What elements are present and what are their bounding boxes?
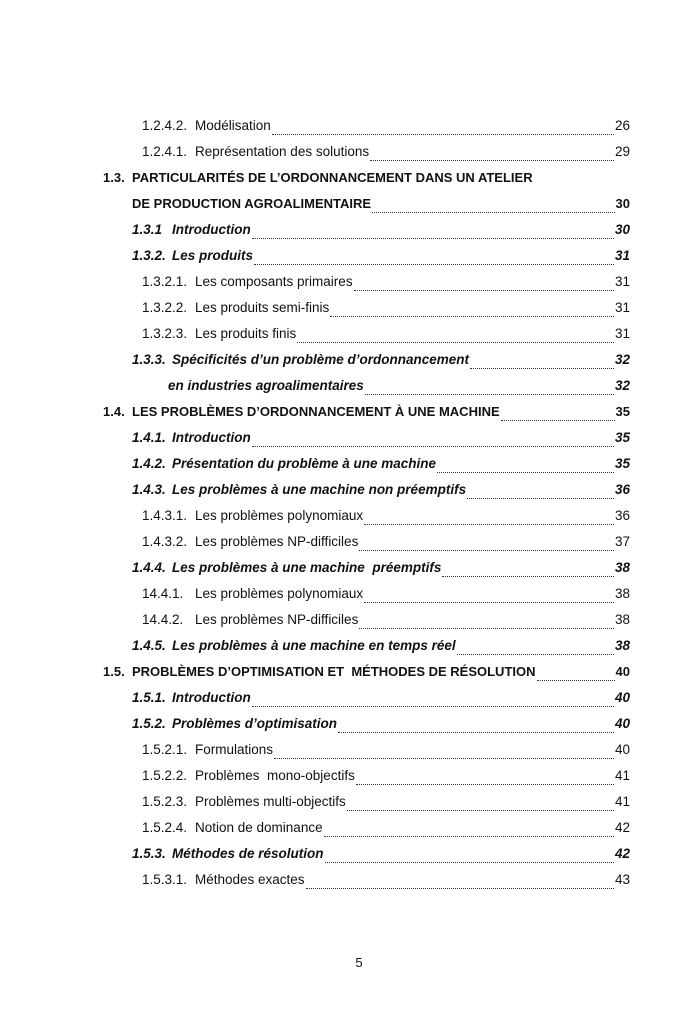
dot-leader [372,203,614,213]
toc-subsection-title: Présentation du problème à une machine [172,456,437,471]
toc-entry-number: 1.3.2.1. [142,274,188,289]
dot-leader [297,333,614,343]
toc-entry-page: 40 [615,664,630,679]
toc-entry-page: 36 [614,508,630,523]
toc-entry-number: 1.5.2.3. [142,794,188,809]
toc-subsection-number: 1.3.3. [132,352,166,367]
toc-section[interactable] [103,170,630,192]
toc-section-title: DE PRODUCTION AGROALIMENTAIRE [132,196,372,211]
toc-section[interactable] [103,664,630,686]
toc-subsection-title: Les produits [172,248,254,263]
toc-entry-number: 1.5.3.1. [142,872,188,887]
toc-subsection-continued[interactable] [168,378,630,400]
toc-subsection-number: 1.5.3. [132,846,166,861]
dot-leader [338,723,614,733]
toc-section-continued[interactable] [132,196,630,218]
dot-leader [457,645,614,655]
toc-subsection[interactable] [132,560,630,582]
toc-entry-page: 32 [614,352,630,367]
toc-entry-title: Représentation des solutions [195,144,370,159]
toc-entry-number: 14.4.2. [142,612,184,627]
toc-entry-title: Les problèmes NP-difficiles [195,534,359,549]
toc-subsection-number: 1.4.2. [132,456,166,471]
toc-subsection[interactable] [132,846,630,868]
toc-entry[interactable] [142,742,630,764]
toc-entry-page: 43 [614,872,630,887]
toc-subsection-title: Introduction [172,430,251,445]
toc-entry-title: Les problèmes polynomiaux [195,586,364,601]
toc-subsection-title: Les problèmes à une machine en temps réel [172,638,456,653]
toc-subsection-number: 1.4.5. [132,638,166,653]
dot-leader [356,775,614,785]
dot-leader [467,489,614,499]
toc-subsection[interactable] [132,482,630,504]
toc-subsection[interactable] [132,690,630,712]
toc-subsection-number: 1.4.1. [132,430,166,445]
toc-entry-title: Problèmes multi-objectifs [195,794,346,809]
toc-entry-title: Les produits semi-finis [195,300,330,315]
toc-entry-page: 35 [615,404,630,419]
toc-entry-page: 40 [614,716,630,731]
toc-entry-page: 36 [614,482,630,497]
toc-entry-page: 38 [614,612,630,627]
toc-subsection-title: Les problèmes à une machine non préemptifs [172,482,467,497]
toc-subsection-title: Méthodes de résolution [172,846,324,861]
toc-entry-page: 29 [614,144,630,159]
toc-entry[interactable] [142,118,630,140]
dot-leader [501,411,615,421]
toc-entry-page: 31 [614,326,630,341]
toc-section-number: 1.5. [103,664,125,679]
dot-leader [324,827,614,837]
toc-subsection-number: 1.5.2. [132,716,166,731]
toc-entry-page: 32 [614,378,630,393]
dot-leader [359,541,614,551]
toc-subsection[interactable] [132,248,630,270]
toc-entry-page: 41 [614,768,630,783]
dot-leader [364,593,614,603]
page-number: 5 [355,955,363,970]
toc-entry-title: Les composants primaires [195,274,353,289]
toc-entry-number: 1.4.3.1. [142,508,188,523]
dot-leader [330,307,614,317]
toc-entry-number: 1.5.2.4. [142,820,188,835]
toc-section-title: LES PROBLÈMES D’ORDONNANCEMENT À UNE MACHINE [132,404,500,419]
toc-section-number: 1.4. [103,404,125,419]
toc-entry[interactable] [142,586,630,608]
dot-leader [364,515,614,525]
toc-subsection[interactable] [132,716,630,738]
toc-entry-number: 1.5.2.1. [142,742,188,757]
toc-entry[interactable] [142,872,630,894]
dot-leader [437,463,614,473]
toc-entry-title: Formulations [195,742,274,757]
toc-entry-title: Les problèmes NP-difficiles [195,612,359,627]
toc-entry-title: Méthodes exactes [195,872,305,887]
toc-subsection-title: Introduction [172,222,251,237]
toc-entry-page: 30 [615,196,630,211]
toc-entry[interactable] [142,534,630,556]
toc-subsection-number: 1.3.1 [132,222,163,237]
toc-entry-title: Notion de dominance [195,820,323,835]
toc-entry-page: 31 [614,274,630,289]
toc-entry[interactable] [142,274,630,296]
toc-entry-page: 41 [614,794,630,809]
toc-entry-page: 38 [614,638,630,653]
toc-subsection-number: 1.4.3. [132,482,166,497]
toc-entry-page: 38 [614,560,630,575]
toc-entry-page: 30 [614,222,630,237]
dot-leader [365,385,614,395]
toc-entry-page: 40 [614,690,630,705]
toc-entry[interactable] [142,612,630,634]
toc-entry-title: Les problèmes polynomiaux [195,508,364,523]
dot-leader [442,567,614,577]
toc-entry-page: 35 [614,456,630,471]
dot-leader [252,229,614,239]
toc-subsection-number: 1.4.4. [132,560,166,575]
toc-entry-number: 1.4.3.2. [142,534,188,549]
toc-entry-number: 1.5.2.2. [142,768,188,783]
toc-entry-number: 1.3.2.2. [142,300,188,315]
toc-subsection[interactable] [132,456,630,478]
dot-leader [274,749,614,759]
toc-entry-page: 31 [614,248,630,263]
toc-subsection-title: Problèmes d’optimisation [172,716,338,731]
toc-subsection-title: Introduction [172,690,251,705]
toc-entry-page: 42 [614,820,630,835]
dot-leader [254,255,614,265]
toc-entry-number: 1.2.4.2. [142,118,188,133]
toc-entry-number: 1.2.4.1. [142,144,188,159]
toc-subsection-title: en industries agroalimentaires [168,378,364,393]
toc-entry-page: 38 [614,586,630,601]
toc-entry[interactable] [142,768,630,790]
toc-entry-number: 14.4.1. [142,586,184,601]
dot-leader [470,359,614,369]
dot-leader [354,281,614,291]
dot-leader [252,697,614,707]
dot-leader [347,801,614,811]
toc-entry[interactable] [142,144,630,166]
toc-entry-page: 26 [614,118,630,133]
toc-subsection-number: 1.5.1. [132,690,166,705]
toc-entry-title: Modélisation [195,118,271,133]
toc-subsection[interactable] [132,430,630,452]
toc-entry[interactable] [142,508,630,530]
dot-leader [370,151,614,161]
dot-leader [537,671,615,681]
toc-subsection[interactable] [132,638,630,660]
dot-leader [272,125,614,135]
toc-entry-page: 40 [614,742,630,757]
dot-leader [359,619,614,629]
toc-entry-page: 35 [614,430,630,445]
toc-entry-number: 1.3.2.3. [142,326,188,341]
toc-subsection[interactable] [132,352,630,374]
toc-entry-page: 37 [614,534,630,549]
toc-entry[interactable] [142,820,630,842]
dot-leader [325,853,614,863]
toc-entry-page: 42 [614,846,630,861]
toc-subsection[interactable] [132,222,630,244]
toc-entry[interactable] [142,326,630,348]
toc-entry[interactable] [142,794,630,816]
toc-section-title: PROBLÈMES D’OPTIMISATION ET MÉTHODES DE RÉSOLUTION [132,664,536,679]
toc-entry-title: Problèmes mono-objectifs [195,768,355,783]
toc-entry[interactable] [142,300,630,322]
toc-entry-title: Les produits finis [195,326,297,341]
toc-section-number: 1.3. [103,170,125,185]
toc-section-title: PARTICULARITÉS DE L’ORDONNANCEMENT DANS UN ATELIER [132,170,533,185]
toc-subsection-number: 1.3.2. [132,248,166,263]
toc-subsection-title: Spécificités d’un problème d’ordonnancement [172,352,470,367]
toc-subsection-title: Les problèmes à une machine préemptifs [172,560,442,575]
dot-leader [252,437,614,447]
dot-leader [306,879,614,889]
toc-section[interactable] [103,404,630,426]
toc-entry-page: 31 [614,300,630,315]
